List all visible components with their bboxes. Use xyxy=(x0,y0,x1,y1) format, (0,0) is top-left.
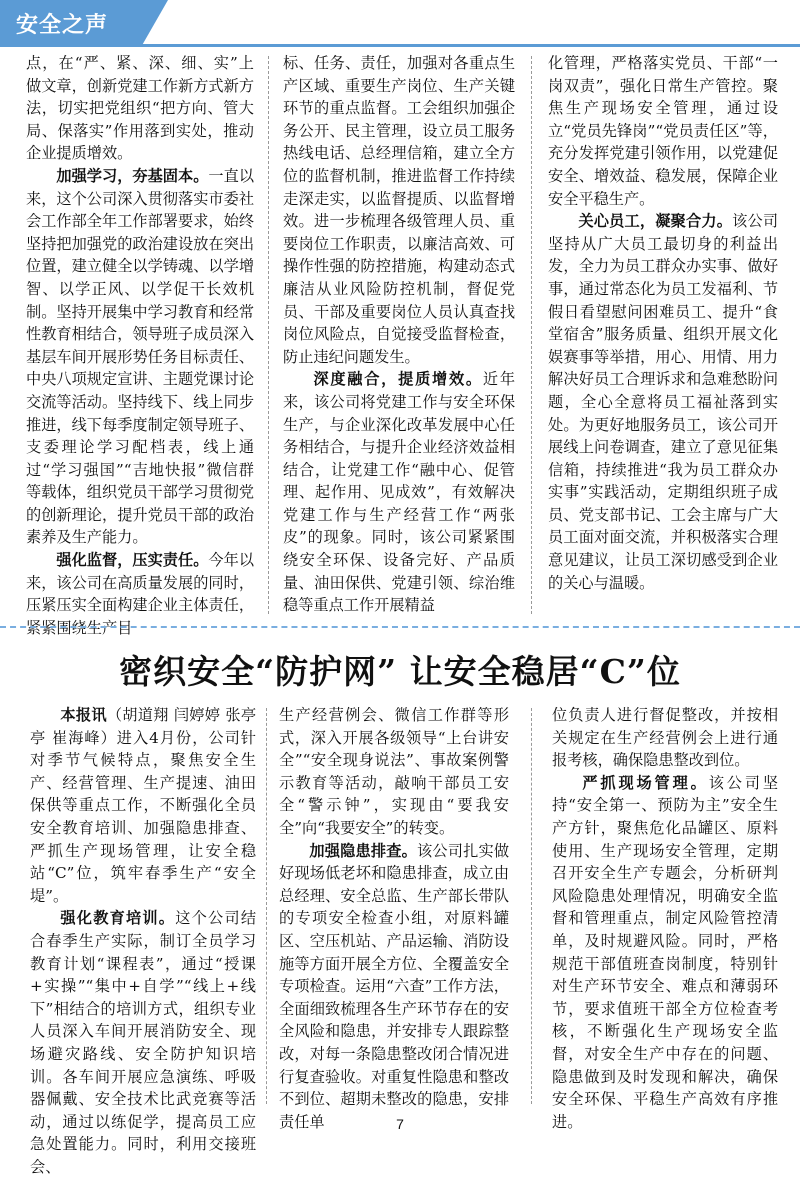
paragraph: 点，在“严、紧、深、细、实”上做文章，创新党建工作新方式新方法，切实把党组织“把方向、管大局、保落实”作用落到实处，推动企业提质增效。 xyxy=(26,54,254,163)
paragraph: 本报讯（胡道翔 闫婷婷 张亭亭 崔海峰）进入4月份，公司针对季节气候特点，聚焦安全生产、经营管理、生产提速、油田保供等重点工作，不断强化全员安全教育培训、加强隐患排查、严抓生产现场管理，让安全稳站“C”位，筑牢春季生产“安全堤”。 xyxy=(30,706,257,905)
column-divider xyxy=(531,708,533,1104)
article2-column-1 xyxy=(30,704,257,1176)
paragraph: 强化监督，压实责任。今年以来，该公司在高质量发展的同时，压紧压实全面构建企业主体责任，紧紧围绕生产目 xyxy=(26,551,255,637)
paragraph: 位负责人进行督促整改，并按相关规定在生产经营例会上进行通报考核，确保隐患整改到位。 xyxy=(552,706,778,770)
page-number: 7 xyxy=(396,1116,404,1132)
paragraph: 关心员工，凝聚合力。该公司坚持从广大员工最切身的利益出发，全力为员工群众办实事、做好事，通过常态化为员工发福利、节假日看望慰问困难员工、提升“食堂宿舍”服务质量、组织开展文化娱赛事等举措，用心、用情、用力解决好员工合理诉求和急难愁盼问题，全心全意将员工福祉落到实处。为更好地服务员工，该公司开展线上问卷调查，建立了意见征集信箱，持续推进“我为员工群众办实事”实践活动，定期组织班子成员、党支部书记、工会主席与广大员工面对面交流，并积极落实合理意见建议，让员工深切感受到企业的关心与温暖。 xyxy=(548,212,779,592)
paragraph: 加强隐患排查。该公司扎实做好现场低老坏和隐患排查，成立由总经理、安全总监、生产部长带队的专项安全检查小组，对原料罐区、空压机站、产品运输、消防设施等方面开展全方位、全覆盖安全专项检查。运用“六查”工作方法，全面细致梳理各生产环节存在的安全风险和隐患，并安排专人跟踪整改，对每一条隐患整改闭合情况进行复查验收。对重复性隐患和整改不到位、超期未整改的隐患，安排责任单 xyxy=(279,841,510,1131)
paragraph-lead: 加强学习，夯基固本。 xyxy=(56,166,209,185)
article1-column-1 xyxy=(26,52,255,637)
paragraph: 标、任务、责任，加强对各重点生产区域、重要生产岗位、生产关键环节的重点监督。工会组织加强企务公开、民主管理，设立员工服务热线电话、总经理信箱，建立全方位的监督机制，推进监督工作持续走深走实，以监督提质、以监督增效。进一步梳理各级管理人员、重要岗位工作职责，以廉洁高效、可操作性强的防控措施，构建动态式廉洁从业风险防控机制，督促党员、干部及重要岗位人员认真查找岗位风险点，自觉接受监督检查，防止违纪问题发生。 xyxy=(283,54,515,366)
paragraph-lead: 强化监督，压实责任。 xyxy=(56,551,209,570)
article2-headline: 密织安全“防护网” 让安全稳居“C”位 xyxy=(119,652,681,691)
paragraph-lead: 加强隐患排查。 xyxy=(309,841,417,860)
paragraph-lead: 关心员工，凝聚合力。 xyxy=(578,212,733,231)
section-divider xyxy=(0,626,800,628)
paragraph: 加强学习，夯基固本。一直以来，这个公司深入贯彻落实市委社会工作部全年工作部署要求，始终坚持把加强党的政治建设放在突出位置，建立健全以学铸魂、以学增智、以学正风、以学促干长效机制。坚持开展集中学习教育和经常性教育相结合，领导班子成员深入基层车间开展形势任务目标责任、中央八项规定宣讲、主题党课讨论交流等活动。坚持线下、线上同步推进，线下每季度制定领导班子、支委理论学习配档表，线上通过“学习强国”“吉地快报”微信群等载体，组织党员干部学习贯彻党的创新理论，提升党员干部的政治素养及生产能力。 xyxy=(26,166,255,547)
banner-rule xyxy=(0,44,800,47)
section-banner-title: 安全之声 xyxy=(16,13,109,38)
paragraph: 化管理，严格落实党员、干部“一岗双责”，强化日常生产管控。聚焦生产现场安全管理，通过设立“党员先锋岗”“党员责任区”等，充分发挥党建引领作用，以党建促安全、增效益、稳发展，保障企业安全平稳生产。 xyxy=(548,54,778,208)
paragraph-lead: 强化教育培训。 xyxy=(60,909,176,928)
paragraph: 强化教育培训。这个公司结合春季生产实际，制订全员学习教育计划“课程表”，通过“授课+实操”“集中+自学”“线上+线下”相结合的培训方式，组织专业人员深入车间开展消防安全、现场避灾路线、安全防护知识培训。各车间开展应急演练、呼吸器佩戴、安全技术比武竞赛等活动，通过以练促学，提高员工应急处置能力。同时，利用交接班会、 xyxy=(30,909,257,1176)
article2-column-2 xyxy=(279,704,510,1131)
paragraph-lead: 严抓现场管理。 xyxy=(582,773,709,792)
paragraph: 深度融合，提质增效。近年来，该公司将党建工作与安全环保生产，与企业深化改革发展中心任务相结合，与提升企业经济效益相结合，让党建工作“融中心、促管理、起作用、见成效”，有效解决党建工作与生产经营工作“两张皮”的现象。同时，该公司紧紧围绕安全环保、设备完好、产品质量、油田保供、党建引领、综治维稳等重点工作开展精益 xyxy=(283,370,516,615)
paragraph-lead: 深度融合，提质增效。 xyxy=(313,370,483,389)
column-divider xyxy=(531,56,533,614)
paragraph: 严抓现场管理。该公司坚持“安全第一、预防为主”安全生产方针，聚焦危化品罐区、原料使用、生产现场安全管理，定期召开安全生产专题会，分析研判风险隐患处理情况，明确安全监督和管理重点，制定风险管控清单，及时规避风险。同时，严格规范干部值班查岗制度，特别针对生产环节安全、难点和薄弱环节，要求值班干部全方位检查考核，不断强化生产现场安全监督，对安全生产中存在的问题、隐患做到及时发现和解决，确保安全环保、平稳生产高效有序推进。 xyxy=(552,773,779,1131)
article1-column-3 xyxy=(548,52,778,620)
article2-column-3 xyxy=(552,704,779,1131)
paragraph: 生产经营例会、微信工作群等形式，深入开展各级领导“上台讲安全”“安全现身说法”、事故案例警示教育等活动，敲响干部员工安全“警示钟”，实现由“要我安全”向“我要安全”的转变。 xyxy=(279,706,509,837)
column-divider xyxy=(266,708,268,1104)
column-divider xyxy=(268,56,270,614)
article1-column-2 xyxy=(283,52,515,620)
paragraph-lead: 本报讯 xyxy=(60,706,107,724)
